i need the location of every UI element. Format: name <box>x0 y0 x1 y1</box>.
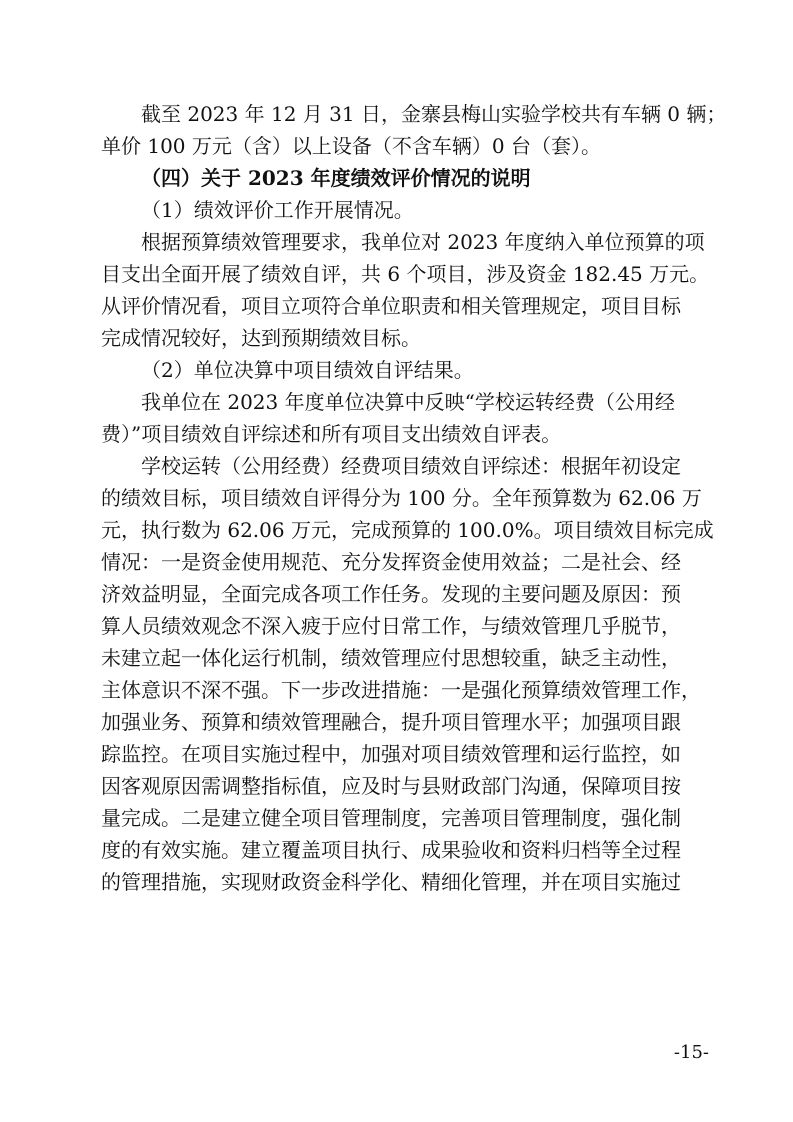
section-heading: （四）关于 2023 年度绩效评价情况的说明 <box>141 166 531 190</box>
paragraph-line: 主体意识不深不强。下一步改进措施：一是强化预算绩效管理工作， <box>101 678 701 702</box>
paragraph-line: 学校运转（公用经费）经费项目绩效自评综述：根据年初设定 <box>141 454 681 478</box>
paragraph-line: 我单位在 2023 年度单位决算中反映“学校运转经费（公用经 <box>141 390 675 414</box>
document-body <box>101 98 727 898</box>
paragraph-line: 济效益明显，全面完成各项工作任务。发现的主要问题及原因：预 <box>101 582 681 606</box>
paragraph-line: 完成情况较好，达到预期绩效目标。 <box>101 326 421 350</box>
paragraph-line: 目支出全面开展了绩效自评，共 6 个项目，涉及资金 182.45 万元。 <box>101 262 710 286</box>
paragraph-line: 根据预算绩效管理要求，我单位对 2023 年度纳入单位预算的项 <box>141 230 705 254</box>
paragraph-line: 踪监控。在项目实施过程中，加强对项目绩效管理和运行监控，如 <box>101 742 681 766</box>
paragraph-line: 未建立起一体化运行机制，绩效管理应付思想较重，缺乏主动性， <box>101 646 681 670</box>
paragraph-line: 因客观原因需调整指标值，应及时与县财政部门沟通，保障项目按 <box>101 774 681 798</box>
paragraph-line: 算人员绩效观念不深入疲于应付日常工作，与绩效管理几乎脱节， <box>101 614 681 638</box>
paragraph-line: 的绩效目标，项目绩效自评得分为 100 分。全年预算数为 62.06 万 <box>101 486 702 510</box>
paragraph-line: 情况：一是资金使用规范、充分发挥资金使用效益；二是社会、经 <box>101 550 681 574</box>
paragraph-line: 元，执行数为 62.06 万元，完成预算的 100.0%。项目绩效目标完成 <box>101 518 714 542</box>
page-number: -15- <box>673 1042 709 1063</box>
paragraph-line: 量完成。二是建立健全项目管理制度，完善项目管理制度，强化制 <box>101 806 681 830</box>
paragraph-line: 加强业务、预算和绩效管理融合，提升项目管理水平；加强项目跟 <box>101 710 681 734</box>
paragraph-line: 截至 2023 年 12 月 31 日，金寨县梅山实验学校共有车辆 0 辆； <box>141 102 727 126</box>
paragraph-line: 费）”项目绩效自评综述和所有项目支出绩效自评表。 <box>101 422 562 446</box>
subsection-heading: （1）绩效评价工作开展情况。 <box>141 198 414 222</box>
paragraph-line: 从评价情况看，项目立项符合单位职责和相关管理规定，项目目标 <box>101 294 681 318</box>
paragraph-line: 的管理措施，实现财政资金科学化、精细化管理，并在项目实施过 <box>101 870 681 894</box>
paragraph-line: 单价 100 万元（含）以上设备（不含车辆）0 台（套）。 <box>101 134 601 158</box>
subsection-heading: （2）单位决算中项目绩效自评结果。 <box>141 358 474 382</box>
paragraph-line: 度的有效实施。建立覆盖项目执行、成果验收和资料归档等全过程 <box>101 838 681 862</box>
